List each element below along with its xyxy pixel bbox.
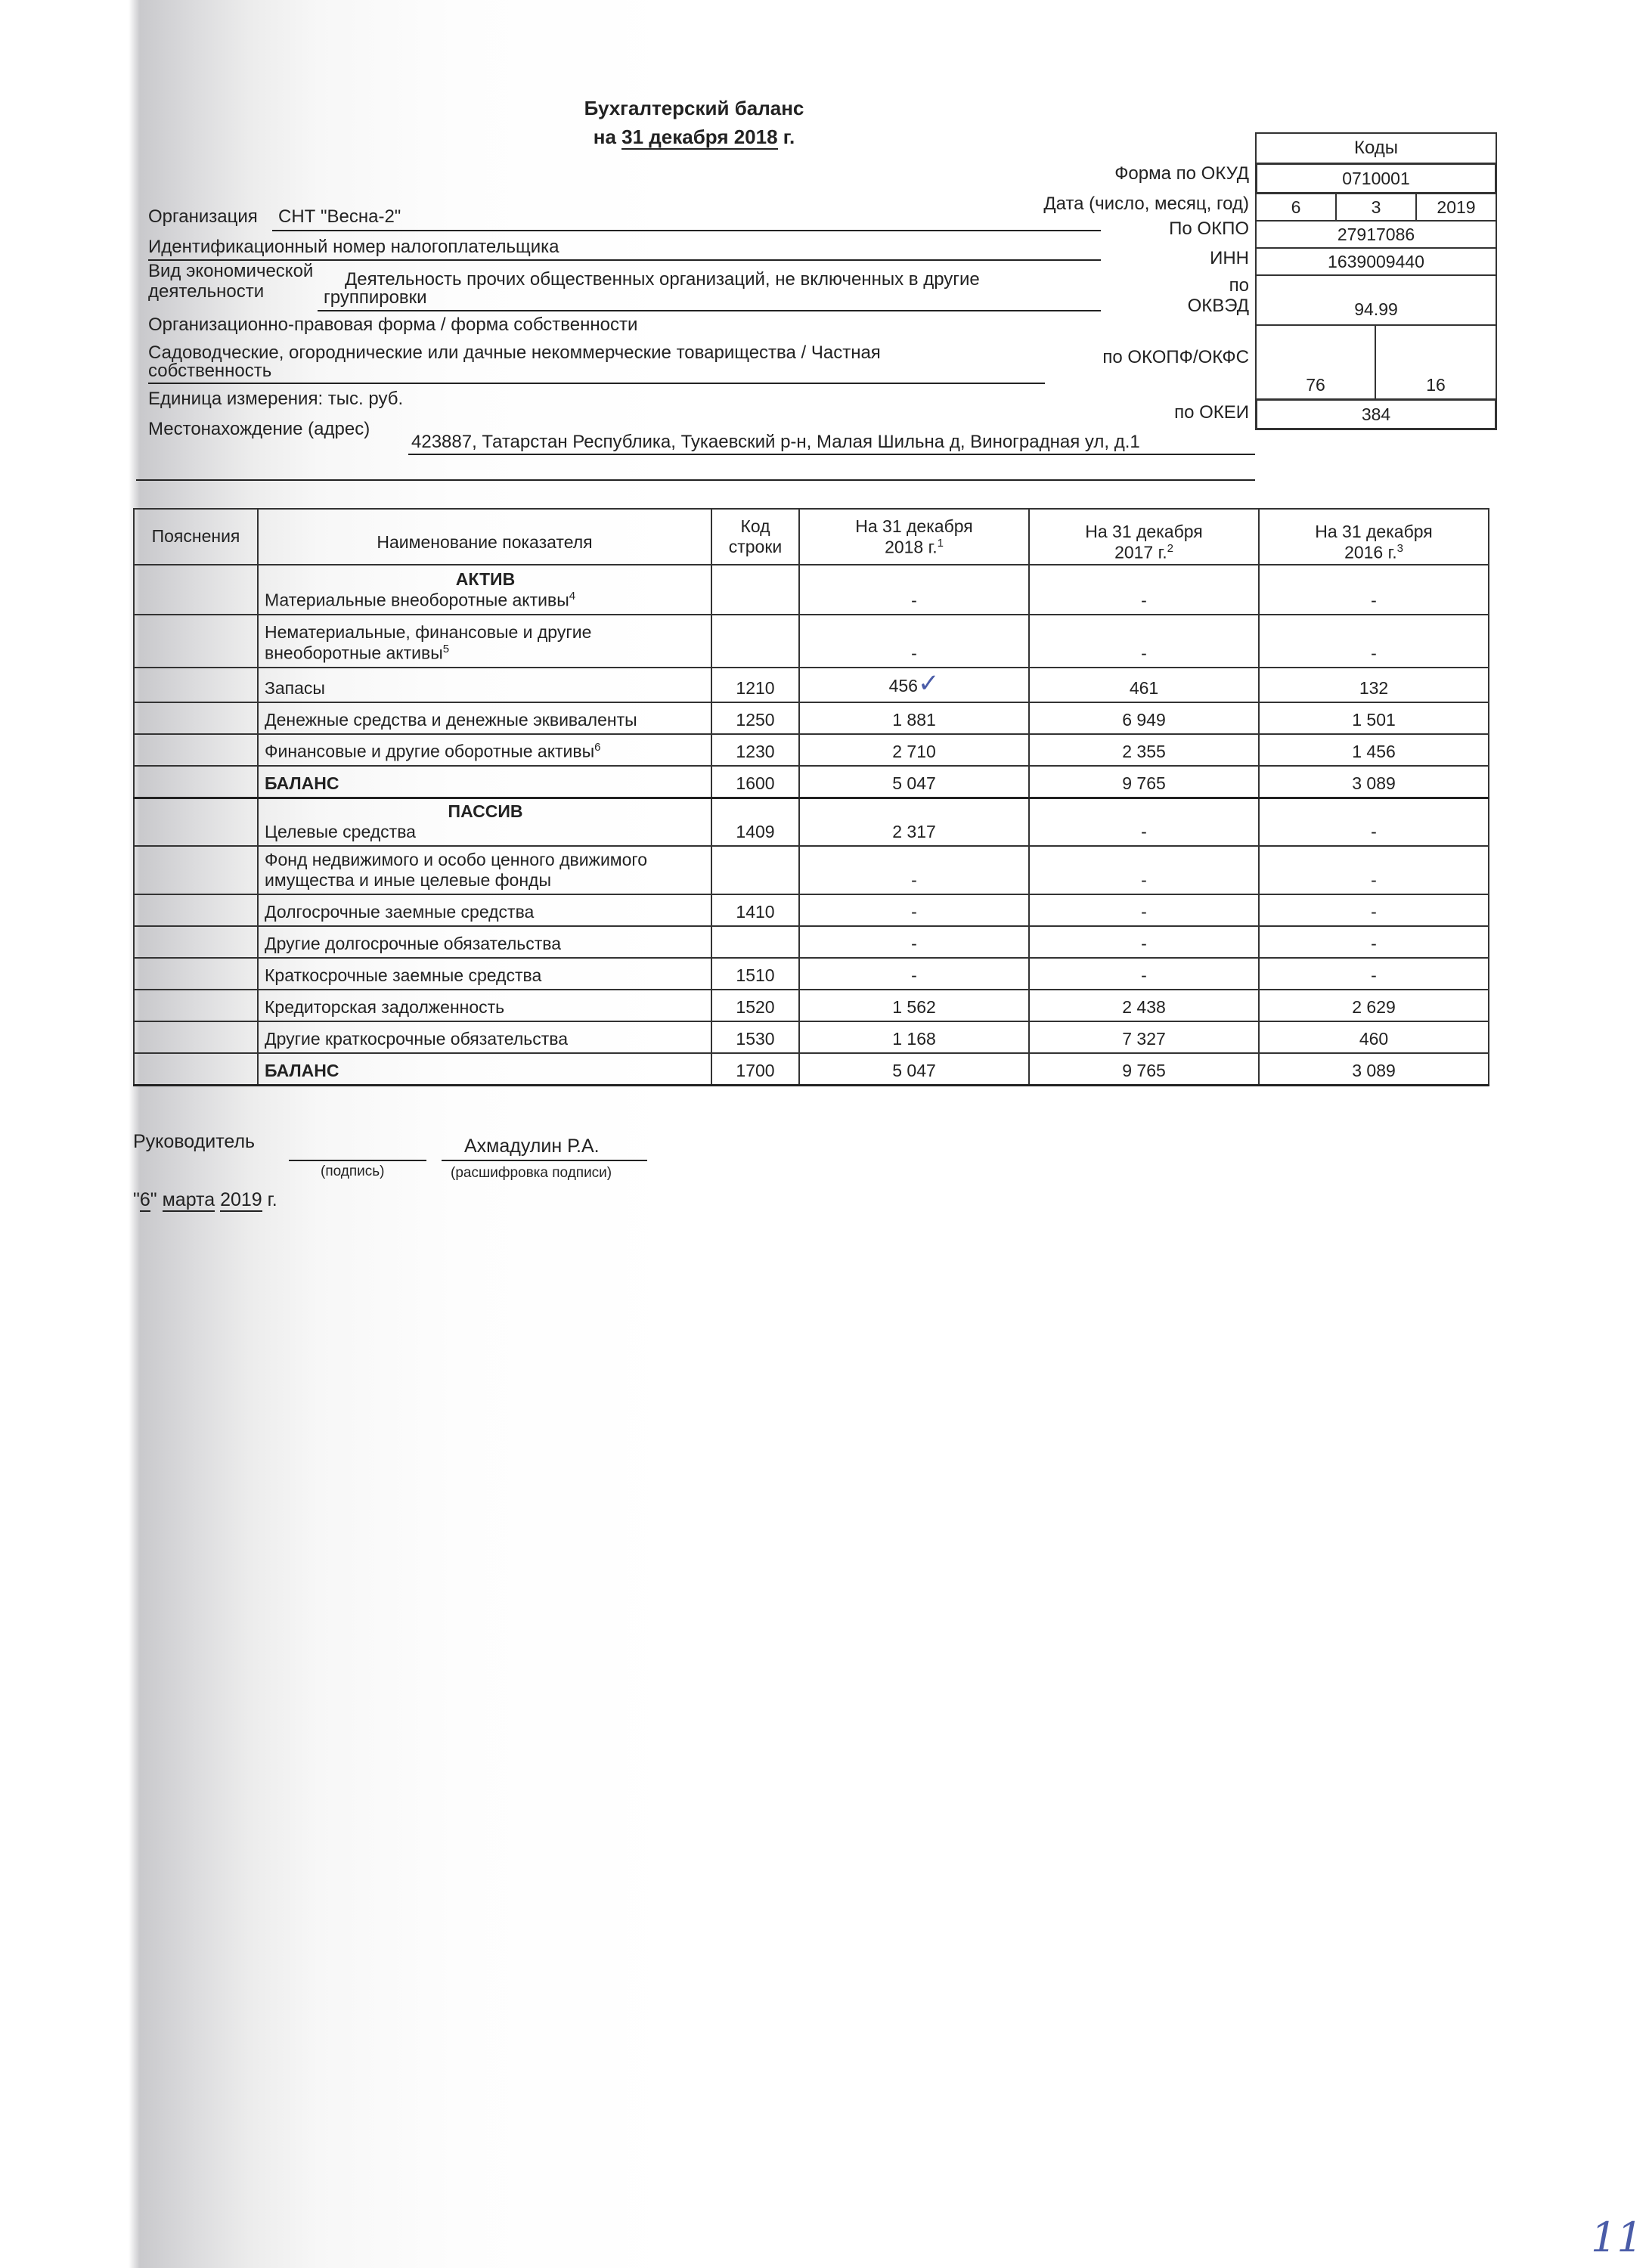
row-2016: - bbox=[1259, 565, 1489, 615]
row-2016: 132 bbox=[1259, 668, 1489, 702]
legal-form-underline bbox=[148, 383, 1045, 384]
row-footnote: 5 bbox=[442, 643, 450, 656]
address-underline bbox=[408, 454, 1255, 455]
row-2018: - bbox=[799, 846, 1029, 894]
row-code: 1530 bbox=[711, 1021, 799, 1053]
table-row bbox=[134, 668, 1489, 702]
row-2017: 2 438 bbox=[1029, 990, 1259, 1021]
row-name-text: Финансовые и другие оборотные активы bbox=[265, 742, 595, 761]
row-name bbox=[258, 615, 711, 668]
row-code bbox=[711, 846, 799, 894]
page-number: 11 bbox=[1591, 2214, 1643, 2261]
row-2016: 3 089 bbox=[1259, 766, 1489, 798]
okopf-label: по ОКОПФ/ОКФС bbox=[1102, 347, 1249, 367]
head-name-underline bbox=[442, 1160, 647, 1161]
row-name-line2: имущества и иные целевые фонды bbox=[265, 870, 552, 890]
row-name: БАЛАНС bbox=[258, 1053, 711, 1085]
header-2016-1: На 31 декабря bbox=[1315, 522, 1433, 542]
date-month-value: 3 bbox=[1335, 193, 1417, 222]
sign-date-day: 6 bbox=[139, 1189, 150, 1210]
table-row-total bbox=[134, 766, 1489, 798]
inn-code-label: ИНН bbox=[1210, 248, 1249, 268]
row-code bbox=[711, 926, 799, 958]
row-code: 1210 bbox=[711, 668, 799, 702]
header-code-2: строки bbox=[728, 537, 783, 556]
row-2018: 5 047 bbox=[799, 1053, 1029, 1085]
row-2018: 1 562 bbox=[799, 990, 1029, 1021]
activity-value-1: Деятельность прочих общественных организаций, не включенных в другие bbox=[345, 269, 980, 290]
row-2018: 2 710 bbox=[799, 734, 1029, 766]
table-row bbox=[134, 615, 1489, 668]
row-2017: 461 bbox=[1029, 668, 1259, 702]
row-2018-text: 456 bbox=[888, 676, 918, 696]
header-code bbox=[711, 509, 799, 565]
report-date: 31 декабря 2018 bbox=[621, 125, 778, 148]
notes-cell bbox=[134, 615, 258, 668]
signature-date bbox=[133, 1191, 277, 1210]
header-2017 bbox=[1029, 509, 1259, 565]
row-2017: 2 355 bbox=[1029, 734, 1259, 766]
row-2016: - bbox=[1259, 958, 1489, 990]
row-2018: - bbox=[799, 926, 1029, 958]
head-name: Ахмадулин Р.А. bbox=[464, 1136, 600, 1157]
asset-section-title: АКТИВ bbox=[455, 569, 516, 590]
row-2017: 9 765 bbox=[1029, 766, 1259, 798]
unit-label: Единица измерения: тыс. руб. bbox=[148, 389, 404, 409]
legal-form-label: Организационно-правовая форма / форма собственности bbox=[148, 314, 638, 335]
table-row bbox=[134, 565, 1489, 615]
balance-table bbox=[133, 508, 1489, 1086]
notes-cell bbox=[134, 846, 258, 894]
date-year-value: 2019 bbox=[1415, 193, 1497, 222]
row-2017: - bbox=[1029, 926, 1259, 958]
row-name-line2: внеоборотные активы bbox=[265, 643, 443, 663]
header-2017-2: 2017 г. bbox=[1114, 542, 1167, 562]
row-2018: - bbox=[799, 615, 1029, 668]
header-2018-2: 2018 г. bbox=[885, 537, 938, 557]
row-code: 1409 bbox=[711, 798, 799, 846]
header-2016-2: 2016 г. bbox=[1344, 542, 1397, 562]
row-name: Другие краткосрочные обязательства bbox=[258, 1021, 711, 1053]
okud-label: Форма по ОКУД bbox=[1114, 163, 1249, 184]
subtitle-prefix: на bbox=[593, 125, 616, 148]
row-2018 bbox=[799, 668, 1029, 702]
activity-underline bbox=[318, 310, 1101, 311]
row-name: БАЛАНС bbox=[258, 766, 711, 798]
row-code: 1600 bbox=[711, 766, 799, 798]
notes-cell bbox=[134, 798, 258, 846]
row-name bbox=[258, 846, 711, 894]
address-value: 423887, Татарстан Республика, Тукаевский р-н, Малая Шильна д, Виноградная ул, д.1 bbox=[411, 432, 1140, 452]
row-name: Долгосрочные заемные средства bbox=[258, 894, 711, 926]
table-row bbox=[134, 702, 1489, 734]
date-quote-open: " bbox=[133, 1189, 140, 1210]
date-quote-close: " bbox=[150, 1189, 157, 1210]
notes-cell bbox=[134, 565, 258, 615]
row-code: 1520 bbox=[711, 990, 799, 1021]
org-value: СНТ "Весна-2" bbox=[278, 206, 401, 227]
date-day-value: 6 bbox=[1255, 193, 1337, 222]
notes-cell bbox=[134, 766, 258, 798]
address-underline-2 bbox=[136, 479, 1255, 481]
legal-form-value-1: Садоводческие, огороднические или дачные некоммерческие товарищества / Частная bbox=[148, 342, 881, 363]
signature-caption: (подпись) bbox=[321, 1163, 385, 1179]
row-2016: 1 501 bbox=[1259, 702, 1489, 734]
row-name-line1: Нематериальные, финансовые и другие bbox=[265, 622, 592, 643]
okopf-value: 76 bbox=[1255, 324, 1376, 400]
notes-cell bbox=[134, 990, 258, 1021]
table-header-row bbox=[134, 509, 1489, 565]
liability-section-title: ПАССИВ bbox=[448, 801, 523, 821]
notes-cell bbox=[134, 1021, 258, 1053]
sign-date-suffix: г. bbox=[267, 1189, 277, 1210]
row-name bbox=[258, 734, 711, 766]
row-code: 1700 bbox=[711, 1053, 799, 1085]
header-2017-sup: 2 bbox=[1167, 542, 1173, 556]
row-name-line1: Фонд недвижимого и особо ценного движимого bbox=[265, 850, 648, 869]
okfs-value: 16 bbox=[1375, 324, 1497, 400]
table-row bbox=[134, 926, 1489, 958]
table-row bbox=[134, 1021, 1489, 1053]
date-label: Дата (число, месяц, год) bbox=[1043, 194, 1249, 214]
row-code: 1410 bbox=[711, 894, 799, 926]
row-2016: 2 629 bbox=[1259, 990, 1489, 1021]
inn-label: Идентификационный номер налогоплательщика bbox=[148, 237, 559, 257]
header-2016 bbox=[1259, 509, 1489, 565]
row-footnote: 4 bbox=[569, 590, 576, 603]
table-row bbox=[134, 734, 1489, 766]
row-code bbox=[711, 565, 799, 615]
header-2018 bbox=[799, 509, 1029, 565]
row-2018: 5 047 bbox=[799, 766, 1029, 798]
header-code-1: Код bbox=[740, 516, 770, 536]
row-2017: 9 765 bbox=[1029, 1053, 1259, 1085]
okved-label-1: по bbox=[1229, 275, 1249, 296]
okved-label-2: ОКВЭД bbox=[1187, 296, 1249, 316]
row-2016: - bbox=[1259, 894, 1489, 926]
row-2017: - bbox=[1029, 846, 1259, 894]
notes-cell bbox=[134, 958, 258, 990]
row-name: Краткосрочные заемные средства bbox=[258, 958, 711, 990]
row-2016: 460 bbox=[1259, 1021, 1489, 1053]
row-2017: - bbox=[1029, 565, 1259, 615]
row-2017: 6 949 bbox=[1029, 702, 1259, 734]
row-name: Запасы bbox=[258, 668, 711, 702]
legal-form-value-2: собственность bbox=[148, 361, 272, 381]
row-2016: - bbox=[1259, 926, 1489, 958]
decode-caption: (расшифровка подписи) bbox=[451, 1165, 612, 1181]
signature-line bbox=[289, 1160, 426, 1161]
head-label: Руководитель bbox=[133, 1131, 256, 1152]
table-row bbox=[134, 798, 1489, 846]
doc-subtitle bbox=[505, 125, 883, 149]
row-2016: 3 089 bbox=[1259, 1053, 1489, 1085]
notes-cell bbox=[134, 894, 258, 926]
row-footnote: 6 bbox=[594, 741, 601, 754]
okpo-value: 27917086 bbox=[1255, 220, 1497, 249]
row-2017: - bbox=[1029, 894, 1259, 926]
org-label: Организация bbox=[148, 206, 258, 227]
notes-cell bbox=[134, 668, 258, 702]
doc-title: Бухгалтерский баланс bbox=[584, 97, 804, 119]
header-2018-1: На 31 декабря bbox=[855, 516, 973, 536]
inn-code-value: 1639009440 bbox=[1255, 247, 1497, 276]
header-2017-1: На 31 декабря bbox=[1085, 522, 1203, 542]
header-2018-sup: 1 bbox=[937, 536, 944, 550]
subtitle-suffix: г. bbox=[783, 125, 795, 148]
row-name-text: Материальные внеоборотные активы bbox=[265, 590, 569, 610]
row-2018: 1 881 bbox=[799, 702, 1029, 734]
row-code: 1230 bbox=[711, 734, 799, 766]
row-name bbox=[258, 798, 711, 846]
okpo-label: По ОКПО bbox=[1169, 218, 1249, 239]
row-code: 1250 bbox=[711, 702, 799, 734]
row-name: Кредиторская задолженность bbox=[258, 990, 711, 1021]
row-name: Другие долгосрочные обязательства bbox=[258, 926, 711, 958]
table-row bbox=[134, 846, 1489, 894]
codes-header: Коды bbox=[1255, 132, 1497, 164]
notes-cell bbox=[134, 1053, 258, 1085]
table-row-total bbox=[134, 1053, 1489, 1085]
row-name-text: Целевые средства bbox=[265, 822, 416, 841]
address-label: Местонахождение (адрес) bbox=[148, 419, 370, 439]
row-code: 1510 bbox=[711, 958, 799, 990]
header-notes: Пояснения bbox=[134, 509, 258, 565]
checkmark-icon: ✓ bbox=[917, 669, 940, 698]
row-code bbox=[711, 615, 799, 668]
row-2018: 1 168 bbox=[799, 1021, 1029, 1053]
row-2018: - bbox=[799, 958, 1029, 990]
row-name bbox=[258, 565, 711, 615]
row-2017: 7 327 bbox=[1029, 1021, 1259, 1053]
row-2017: - bbox=[1029, 615, 1259, 668]
notes-cell bbox=[134, 702, 258, 734]
row-2018: - bbox=[799, 565, 1029, 615]
header-name: Наименование показателя bbox=[258, 509, 711, 565]
org-underline bbox=[272, 230, 1101, 231]
okud-value: 0710001 bbox=[1255, 163, 1497, 194]
row-2018: - bbox=[799, 894, 1029, 926]
okved-value: 94.99 bbox=[1255, 274, 1497, 326]
okei-label: по ОКЕИ bbox=[1174, 402, 1249, 423]
table-row bbox=[134, 990, 1489, 1021]
activity-label-2: деятельности bbox=[148, 281, 265, 302]
row-name: Денежные средства и денежные эквиваленты bbox=[258, 702, 711, 734]
table-row bbox=[134, 894, 1489, 926]
notes-cell bbox=[134, 926, 258, 958]
header-2016-sup: 3 bbox=[1396, 542, 1403, 556]
row-2016: - bbox=[1259, 615, 1489, 668]
row-2016: 1 456 bbox=[1259, 734, 1489, 766]
sign-date-month: марта bbox=[162, 1189, 215, 1210]
activity-value-2: группировки bbox=[324, 287, 427, 308]
row-2017: - bbox=[1029, 958, 1259, 990]
table-row bbox=[134, 958, 1489, 990]
row-2016: - bbox=[1259, 798, 1489, 846]
okei-value: 384 bbox=[1255, 398, 1497, 430]
row-2016: - bbox=[1259, 846, 1489, 894]
notes-cell bbox=[134, 734, 258, 766]
sign-date-year: 2019 bbox=[220, 1189, 262, 1210]
row-2018: 2 317 bbox=[799, 798, 1029, 846]
activity-label-1: Вид экономической bbox=[148, 261, 314, 281]
row-2017: - bbox=[1029, 798, 1259, 846]
